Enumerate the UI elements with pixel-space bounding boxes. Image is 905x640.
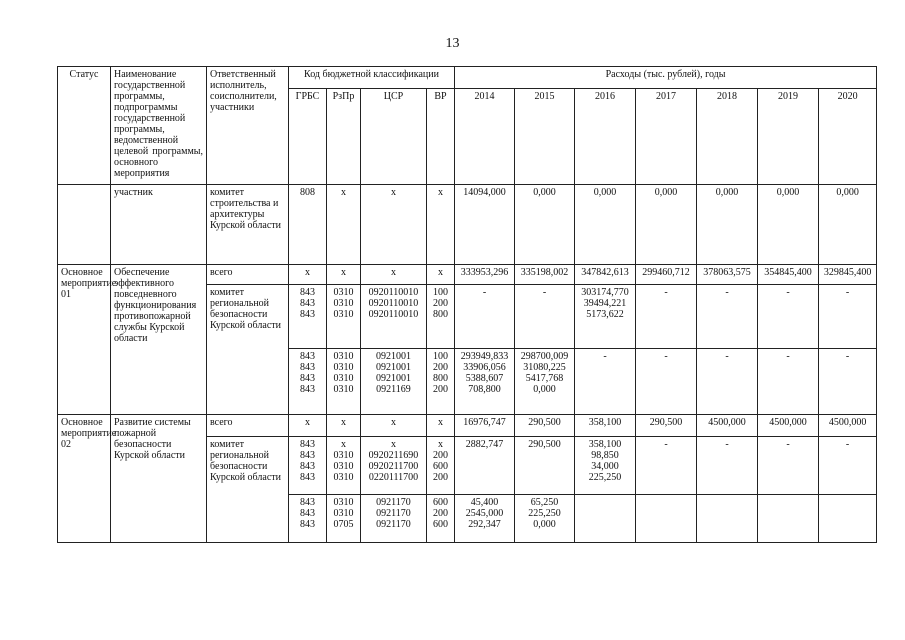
value-2015-cell: 290,500 (515, 415, 575, 437)
value-2014-cell: 2882,747 (455, 437, 515, 495)
grbs-cell: 843 843 843 (289, 285, 327, 349)
name-cell: Обеспечение эффективного повседневного функционирования противопожарной службы Курской области (111, 265, 207, 415)
executor-cell: комитет региональной безопасности Курской области (207, 285, 289, 415)
table-row (58, 185, 877, 265)
budget-table (57, 66, 877, 543)
header-status: Статус (58, 67, 111, 185)
value-2019-cell (758, 495, 819, 543)
value-2018-cell: - (697, 285, 758, 349)
header-expenses-group: Расходы (тыс. рублей), годы (455, 67, 877, 89)
header-code-rzpr: РзПр (327, 89, 361, 185)
rzpr-cell: x (327, 185, 361, 265)
value-2018-cell: - (697, 349, 758, 415)
value-2016-cell (575, 495, 636, 543)
value-2016-cell: - (575, 349, 636, 415)
header-year-2019: 2019 (758, 89, 819, 185)
value-2015-cell: 290,500 (515, 437, 575, 495)
rzpr-cell: 0310 0310 0310 (327, 285, 361, 349)
rzpr-cell: x 0310 0310 0310 (327, 437, 361, 495)
value-2020-cell: 0,000 (819, 185, 877, 265)
page-number: 13 (445, 36, 460, 51)
value-2019-cell: 354845,400 (758, 265, 819, 285)
executor-cell: всего (207, 265, 289, 285)
value-2020-cell (819, 495, 877, 543)
csr-cell: x (361, 265, 427, 285)
status-cell (58, 185, 111, 265)
header-code-vr: ВР (427, 89, 455, 185)
value-2019-cell: 4500,000 (758, 415, 819, 437)
header-year-2020: 2020 (819, 89, 877, 185)
value-2017-cell (636, 495, 697, 543)
value-2020-cell: 329845,400 (819, 265, 877, 285)
vr-cell: 600 200 600 (427, 495, 455, 543)
value-2018-cell: 378063,575 (697, 265, 758, 285)
value-2014-cell: - (455, 285, 515, 349)
header-name: Наименование государственной программы, подпрограммы государственной программы, ведомственной целевой программы, основного мероприятия (111, 67, 207, 185)
value-2018-cell: 0,000 (697, 185, 758, 265)
executor-cell: комитет региональной безопасности Курской области (207, 437, 289, 543)
value-2015-cell: 298700,009 31080,225 5417,768 0,000 (515, 349, 575, 415)
value-2018-cell: 4500,000 (697, 415, 758, 437)
name-cell: участник (111, 185, 207, 265)
executor-cell: комитет строительства и архитектуры Курской области (207, 185, 289, 265)
rzpr-cell: x (327, 265, 361, 285)
header-executor: Ответственный исполнитель, соисполнители, участники (207, 67, 289, 185)
header-year-2017: 2017 (636, 89, 697, 185)
vr-cell: 100 200 800 (427, 285, 455, 349)
value-2019-cell: 0,000 (758, 185, 819, 265)
value-2014-cell: 14094,000 (455, 185, 515, 265)
header-code-group: Код бюджетной классификации (289, 67, 455, 89)
grbs-cell: x (289, 415, 327, 437)
header-year-2016: 2016 (575, 89, 636, 185)
grbs-cell: x (289, 265, 327, 285)
value-2017-cell: - (636, 437, 697, 495)
csr-cell: 0920110010 0920110010 0920110010 (361, 285, 427, 349)
value-2017-cell: - (636, 285, 697, 349)
vr-cell: x (427, 265, 455, 285)
value-2015-cell: 65,250 225,250 0,000 (515, 495, 575, 543)
rzpr-cell: 0310 0310 0705 (327, 495, 361, 543)
table-row (58, 265, 877, 285)
value-2020-cell: 4500,000 (819, 415, 877, 437)
value-2016-cell: 303174,770 39494,221 5173,622 (575, 285, 636, 349)
vr-cell: x 200 600 200 (427, 437, 455, 495)
value-2014-cell: 45,400 2545,000 292,347 (455, 495, 515, 543)
header-year-2014: 2014 (455, 89, 515, 185)
value-2014-cell: 293949,833 33906,056 5388,607 708,800 (455, 349, 515, 415)
csr-cell: x 0920211690 0920211700 0220111700 (361, 437, 427, 495)
grbs-cell: 843 843 843 843 (289, 437, 327, 495)
header-year-2018: 2018 (697, 89, 758, 185)
value-2019-cell: - (758, 349, 819, 415)
value-2020-cell: - (819, 285, 877, 349)
vr-cell: 100 200 800 200 (427, 349, 455, 415)
value-2020-cell: - (819, 437, 877, 495)
header-year-2015: 2015 (515, 89, 575, 185)
value-2019-cell: - (758, 285, 819, 349)
rzpr-cell: x (327, 415, 361, 437)
value-2017-cell: - (636, 349, 697, 415)
csr-cell: 0921001 0921001 0921001 0921169 (361, 349, 427, 415)
value-2014-cell: 333953,296 (455, 265, 515, 285)
value-2016-cell: 347842,613 (575, 265, 636, 285)
grbs-cell: 843 843 843 843 (289, 349, 327, 415)
header-code-grbs: ГРБС (289, 89, 327, 185)
value-2018-cell (697, 495, 758, 543)
status-cell: Основное мероприятие 01 (58, 265, 111, 415)
value-2018-cell: - (697, 437, 758, 495)
value-2017-cell: 0,000 (636, 185, 697, 265)
value-2017-cell: 290,500 (636, 415, 697, 437)
status-cell: Основное мероприятие 02 (58, 415, 111, 543)
value-2015-cell: - (515, 285, 575, 349)
rzpr-cell: 0310 0310 0310 0310 (327, 349, 361, 415)
value-2015-cell: 0,000 (515, 185, 575, 265)
table-row (58, 415, 877, 437)
name-cell: Развитие системы пожарной безопасности Курской области (111, 415, 207, 543)
value-2016-cell: 358,100 98,850 34,000 225,250 (575, 437, 636, 495)
csr-cell: 0921170 0921170 0921170 (361, 495, 427, 543)
value-2014-cell: 16976,747 (455, 415, 515, 437)
header-code-csr: ЦСР (361, 89, 427, 185)
csr-cell: x (361, 415, 427, 437)
value-2020-cell: - (819, 349, 877, 415)
value-2015-cell: 335198,002 (515, 265, 575, 285)
value-2016-cell: 0,000 (575, 185, 636, 265)
value-2016-cell: 358,100 (575, 415, 636, 437)
value-2017-cell: 299460,712 (636, 265, 697, 285)
value-2019-cell: - (758, 437, 819, 495)
vr-cell: x (427, 185, 455, 265)
grbs-cell: 808 (289, 185, 327, 265)
executor-cell: всего (207, 415, 289, 437)
csr-cell: x (361, 185, 427, 265)
grbs-cell: 843 843 843 (289, 495, 327, 543)
vr-cell: x (427, 415, 455, 437)
